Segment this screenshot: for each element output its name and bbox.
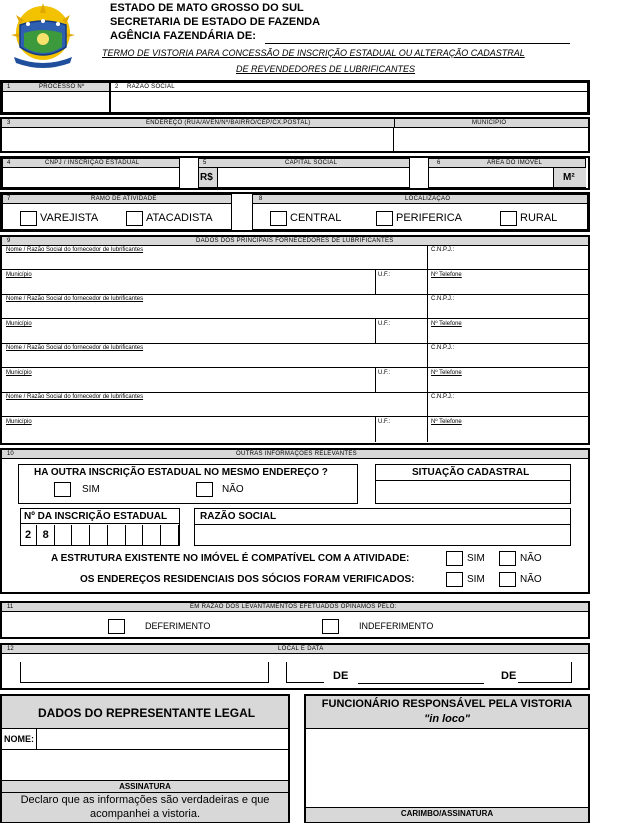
addresses-verified-question: OS ENDEREÇOS RESIDENCIAIS DOS SÓCIOS FORAM VERIFICADOS: [80,574,415,585]
wholesale-label: ATACADISTA [146,212,213,224]
municipality-input[interactable] [395,128,588,151]
supplier-municipality-label: Município [6,321,32,327]
company-name-box[interactable] [110,82,588,113]
addresses-yes-checkbox[interactable] [446,572,463,587]
field-number-12: 12 [7,646,14,652]
supplier-uf-label: U.F.: [378,321,391,327]
inspector-title: FUNCIONÁRIO RESPONSÁVEL PELA VISTORIA [321,698,573,710]
representative-name-input[interactable] [38,729,286,748]
date-de-1: DE [333,670,349,682]
registration-digit-cell[interactable] [162,525,179,545]
supplier-uf-label: U.F.: [378,419,391,425]
supplier-name-label: Nome / Razão Social do fornecedor de lubrificantes [6,296,144,302]
capital-label: CAPITAL SOCIAL [285,160,338,166]
supplier-name-label: Nome / Razão Social do fornecedor de lubrificantes [6,345,144,351]
supplier-name-label: Nome / Razão Social do fornecedor de lubrificantes [6,394,144,400]
field-number-8: 8 [259,196,263,202]
supplier-municipality-label: Município [6,370,32,376]
header-secretariat: SECRETARIA DE ESTADO DE FAZENDA [110,16,321,28]
structure-no-checkbox[interactable] [499,551,516,566]
supplier-phone-label: Nº Telefone [431,419,462,425]
other-registration-no-checkbox[interactable] [196,482,213,497]
structure-no-label: NÃO [520,553,542,564]
supplier-phone-label: Nº Telefone [431,370,462,376]
addresses-yes-label: SIM [467,574,485,585]
form-title-line2: DE REVENDEDORES DE LUBRIFICANTES [236,64,416,74]
inspector-stamp-area[interactable] [306,729,588,807]
approval-label: DEFERIMENTO [145,621,211,631]
supplier-municipality-field[interactable] [2,319,376,344]
supplier-municipality-label: Município [6,419,32,425]
peripheral-label: PERIFERICA [396,212,463,224]
area-box[interactable] [428,158,586,188]
rejection-label: INDEFERIMENTO [359,621,434,631]
registration-digit-cell[interactable]: 8 [38,525,55,545]
area-label: ÁREA DO IMÓVEL [487,160,543,166]
place-input[interactable] [20,662,269,683]
supplier-municipality-field[interactable] [2,417,376,442]
place-date-title: LOCAL E DATA [278,646,324,652]
capital-box[interactable] [198,158,410,188]
other-registration-no-label: NÃO [222,484,244,495]
agency-input-line[interactable] [265,43,570,44]
structure-yes-checkbox[interactable] [446,551,463,566]
process-input[interactable] [2,91,110,113]
retail-checkbox[interactable] [20,211,37,226]
cnpj-box[interactable] [2,158,180,188]
supplier-name-label: Nome / Razão Social do fornecedor de lubrificantes [6,247,144,253]
registration-digit-cell[interactable] [109,525,126,545]
central-label: CENTRAL [290,212,342,224]
cadastral-status-label: SITUAÇÃO CADASTRAL [412,467,530,478]
representative-signature-area[interactable] [2,750,288,780]
registration-number-label: Nº DA INSCRIÇÃO ESTADUAL [24,511,168,522]
structure-yes-label: SIM [467,553,485,564]
cnpj-label: CNPJ / INSCRIÇÃO ESTADUAL [45,160,140,166]
state-coat-of-arms [10,3,76,73]
field-number-6: 6 [437,160,441,166]
supplier-municipality-field[interactable] [2,270,376,295]
supplier-cnpj-label: C.N.P.J.: [431,296,455,302]
addresses-no-checkbox[interactable] [499,572,516,587]
registration-digit-cell[interactable] [126,525,143,545]
approval-checkbox[interactable] [108,619,125,634]
square-meter-unit: M² [563,172,575,183]
field-number-7: 7 [7,196,11,202]
supplier-phone-label: Nº Telefone [431,321,462,327]
form-title-line1: TERMO DE VISTORIA PARA CONCESSÃO DE INSCRIÇÃO ESTADUAL OU ALTERAÇÃO CADASTRAL [102,48,525,58]
registration-digit-cell[interactable]: 2 [20,525,37,545]
field-number-11: 11 [7,604,14,610]
field-number-9: 9 [7,238,11,244]
rural-checkbox[interactable] [500,211,517,226]
company-name-other-label: RAZÃO SOCIAL [200,511,277,522]
signature-label: ASSINATURA [119,782,171,791]
registration-digit-cell[interactable] [144,525,161,545]
address-label: ENDEREÇO (RUA/AVEN/Nº/BAIRRO/CEP/CX.POSTAL) [146,120,311,126]
month-input[interactable] [358,683,484,684]
location-label: LOCALIZAÇÃO [405,196,451,202]
field-number-3: 3 [7,120,11,126]
opinion-title: EM RAZÃO DOS LEVANTAMENTOS EFETUADOS OPINAMOS PELO: [190,604,397,610]
legal-representative-title: DADOS DO REPRESENTANTE LEGAL [38,706,256,720]
field-number-1: 1 [7,84,11,90]
field-number-5: 5 [203,160,207,166]
other-info-title: OUTRAS INFORMAÇÕES RELEVANTES [236,451,357,457]
registration-digit-cell[interactable] [91,525,108,545]
supplier-municipality-label: Município [6,272,32,278]
header-state: ESTADO DE MATO GROSSO DO SUL [110,2,304,14]
other-registration-yes-label: SIM [82,484,100,495]
declaration-text: Declaro que as informações são verdadeiras e que acompanhei a vistoria. [20,794,270,820]
supplier-municipality-field[interactable] [2,368,376,393]
field-number-4: 4 [7,160,11,166]
currency-label: R$ [200,172,213,183]
stamp-signature-label: CARIMBO/ASSINATURA [400,809,494,818]
day-input[interactable] [286,662,324,683]
suppliers-title: DADOS DOS PRINCIPAIS FORNECEDORES DE LUBRIFICANTES [196,238,394,244]
date-de-2: DE [501,670,517,682]
supplier-phone-label: Nº Telefone [431,272,462,278]
wholesale-checkbox[interactable] [126,211,143,226]
supplier-cnpj-label: C.N.P.J.: [431,247,455,253]
other-registration-yes-checkbox[interactable] [54,482,71,497]
registration-digit-cell[interactable] [73,525,90,545]
year-input[interactable] [518,662,572,683]
inspector-subtitle: "in loco" [424,713,470,725]
registration-digit-cell[interactable] [55,525,72,545]
address-input[interactable] [2,128,394,151]
addresses-no-label: NÃO [520,574,542,585]
process-label: PROCESSO Nº [39,84,85,90]
header-agency-label: AGÊNCIA FAZENDÁRIA DE: [110,30,256,42]
supplier-cnpj-label: C.N.P.J.: [431,394,455,400]
company-name-label: RAZÃO SOCIAL [127,84,175,90]
central-checkbox[interactable] [270,211,287,226]
activity-label: RAMO DE ATIVIDADE [91,196,157,202]
representative-name-label: NOME: [4,734,34,744]
rural-label: RURAL [520,212,558,224]
supplier-cnpj-label: C.N.P.J.: [431,345,455,351]
other-registration-question: HA OUTRA INSCRIÇÃO ESTADUAL NO MESMO ENDEREÇO ? [34,467,328,478]
retail-label: VAREJISTA [40,212,99,224]
peripheral-checkbox[interactable] [376,211,393,226]
structure-compatible-question: A ESTRUTURA EXISTENTE NO IMÓVEL É COMPATÍVEL COM A ATIVIDADE: [51,553,410,564]
field-number-2: 2 [115,84,119,90]
field-number-10: 10 [7,451,14,457]
supplier-uf-label: U.F.: [378,272,391,278]
supplier-uf-label: U.F.: [378,370,391,376]
rejection-checkbox[interactable] [322,619,339,634]
municipality-label: MUNICÍPIO [472,120,507,126]
